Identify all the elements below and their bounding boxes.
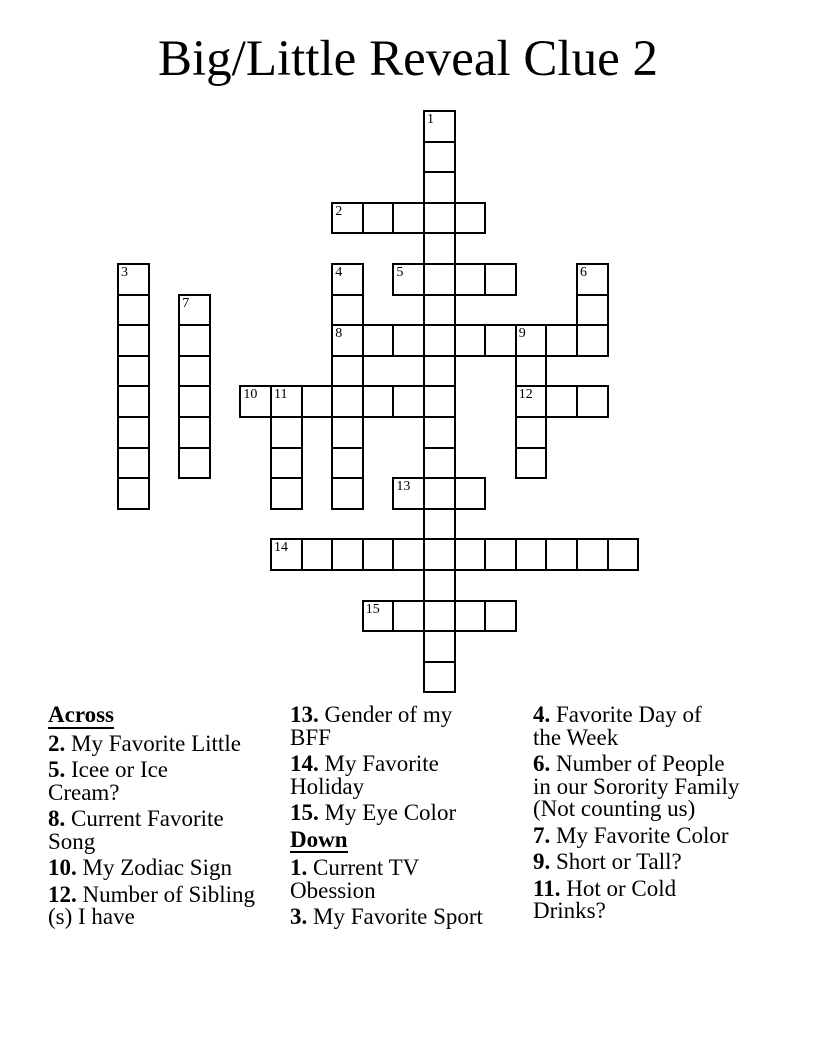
grid-cell: [117, 263, 150, 296]
grid-cell: [484, 538, 517, 571]
grid-cell: [545, 538, 578, 571]
clues-column-2: [290, 704, 528, 933]
across-heading: [48, 704, 286, 729]
grid-cell: [331, 202, 364, 235]
grid-cell: [423, 569, 456, 602]
grid-cell: [117, 385, 150, 418]
clue-text-line: Gender of my: [324, 702, 453, 727]
clue-number: 5.: [48, 757, 66, 782]
clue-across-8: [48, 808, 286, 853]
cell-number: 11: [274, 387, 288, 403]
grid-cell: [239, 385, 272, 418]
grid-cell: [576, 263, 609, 296]
grid-cell: [423, 630, 456, 663]
clue-number: 1.: [290, 855, 308, 880]
grid-cell: [331, 447, 364, 480]
grid-cell: [423, 538, 456, 571]
clue-text-line: the Week: [533, 724, 619, 750]
clue-down-7: [533, 822, 783, 848]
clue-number: 8.: [48, 806, 66, 831]
grid-cell: [331, 538, 364, 571]
cell-number: 1: [427, 112, 434, 127]
clue-down-4: [533, 704, 783, 749]
cell-number: 8: [335, 326, 343, 342]
grid-cell: [117, 355, 150, 388]
cell-number: 15: [365, 601, 380, 617]
grid-cell: [178, 416, 211, 449]
clue-number: 2.: [48, 730, 66, 756]
clue-text-line: Drinks?: [533, 898, 606, 923]
clue-across-15: [290, 802, 528, 825]
clue-number: 14.: [290, 751, 319, 776]
page-title: Big/Little Reveal Clue 2: [158, 31, 658, 87]
clue-down-6: [533, 753, 783, 821]
cell-number: 6: [580, 265, 587, 280]
grid-cell: [423, 600, 456, 633]
grid-cell: [515, 538, 548, 571]
clue-text-line: My Favorite Sport: [313, 904, 483, 929]
clue-text-line: Current TV: [313, 855, 420, 880]
clue-text-line: (Not counting us): [533, 796, 696, 821]
grid-cell: [484, 600, 517, 633]
cell-number: 13: [396, 479, 411, 495]
grid-cell: [117, 477, 150, 510]
clue-number: 12.: [48, 881, 77, 907]
clue-text-line: Icee or Ice: [71, 757, 169, 782]
cell-number: 14: [274, 540, 288, 556]
clues-column-1: [48, 704, 286, 933]
grid-cell: [270, 538, 303, 571]
grid-cell: [423, 294, 456, 327]
grid-cell: [484, 263, 517, 296]
clue-number: 6.: [533, 751, 551, 776]
grid-cell: [331, 355, 364, 388]
clue-text-line: My Zodiac Sign: [82, 855, 232, 880]
clue-text-line: Short or Tall?: [556, 849, 682, 874]
clue-text-line: My Favorite: [324, 751, 439, 776]
grid-cell: [423, 477, 456, 510]
clue-text-line: My Eye Color: [324, 800, 457, 825]
grid-cell: [270, 447, 303, 480]
cell-number: 9: [518, 326, 526, 342]
grid-cell: [423, 232, 456, 265]
grid-cell: [392, 477, 425, 510]
grid-cell: [423, 416, 456, 449]
clue-text-line: in our Sorority Family: [533, 773, 740, 799]
grid-cell: [178, 447, 211, 480]
grid-cell: [117, 324, 150, 357]
grid-cell: [392, 324, 425, 357]
cell-number: 5: [396, 265, 404, 280]
grid-cell: [423, 447, 456, 480]
grid-cell: [301, 538, 334, 571]
grid-cell: [392, 263, 425, 296]
grid-cell: [454, 202, 487, 235]
clue-across-13: [290, 704, 528, 749]
cell-number: 4: [335, 265, 343, 280]
grid-cell: [362, 385, 395, 418]
cell-number: 10: [243, 387, 258, 403]
clue-number: 15.: [290, 800, 319, 825]
grid-cell: [576, 538, 609, 571]
grid-cell: [301, 385, 334, 418]
grid-cell: [270, 385, 303, 418]
grid-cell: [484, 324, 517, 357]
clue-text-line: My Favorite Little: [71, 730, 241, 756]
across-heading-text: Across: [48, 702, 115, 727]
grid-cell: [362, 600, 395, 633]
clue-text-line: Current Favorite: [71, 806, 224, 831]
down-heading: [290, 826, 528, 854]
clue-across-12: [48, 881, 286, 929]
grid-cell: [331, 263, 364, 296]
clue-text-line: Cream?: [48, 779, 120, 805]
grid-cell: [423, 202, 456, 235]
clue-text-line: Number of People: [556, 751, 725, 776]
cell-number: 2: [335, 203, 343, 219]
grid-cell: [117, 416, 150, 449]
clue-number: 9.: [533, 849, 551, 874]
grid-cell: [117, 447, 150, 480]
grid-cell: [515, 355, 548, 388]
grid-cell: [454, 538, 487, 571]
clue-text-line: (s) I have: [48, 904, 135, 929]
clue-down-11: [533, 875, 783, 923]
clue-across-5: [48, 759, 286, 804]
grid-cell: [331, 385, 364, 418]
down-heading-text: Down: [290, 826, 348, 852]
grid-cell: [178, 324, 211, 357]
cell-number: 7: [182, 295, 190, 311]
clue-number: 11.: [533, 875, 561, 901]
grid-cell: [454, 324, 487, 357]
grid-cell: [117, 294, 150, 327]
grid-cell: [362, 324, 395, 357]
grid-cell: [270, 416, 303, 449]
clue-down-9: [533, 851, 783, 874]
grid-cell: [270, 477, 303, 510]
grid-cell: [423, 141, 456, 174]
grid-cell: [331, 294, 364, 327]
grid-cell: [331, 477, 364, 510]
grid-cell: [362, 538, 395, 571]
clue-across-14: [290, 753, 528, 798]
grid-cell: [515, 324, 548, 357]
grid-cell: [423, 385, 456, 418]
clue-text-line: Obession: [290, 877, 376, 903]
clues-column-3: [533, 704, 783, 927]
grid-cell: [454, 263, 487, 296]
grid-cell: [423, 661, 456, 694]
clue-down-3: [290, 906, 528, 929]
grid-cell: [331, 416, 364, 449]
grid-cell: [178, 355, 211, 388]
clue-number: 7.: [533, 822, 551, 848]
clue-number: 10.: [48, 855, 77, 880]
grid-cell: [392, 600, 425, 633]
clue-text-line: Song: [48, 828, 96, 854]
grid-cell: [515, 385, 548, 418]
grid-cell: [423, 110, 456, 143]
grid-cell: [545, 385, 578, 418]
grid-cell: [178, 385, 211, 418]
grid-cell: [607, 538, 640, 571]
grid-cell: [392, 202, 425, 235]
grid-cell: [454, 600, 487, 633]
grid-cell: [392, 538, 425, 571]
grid-cell: [423, 171, 456, 204]
grid-cell: [423, 324, 456, 357]
grid-cell: [423, 355, 456, 388]
clue-number: 13.: [290, 702, 319, 727]
clue-text-line: BFF: [290, 724, 331, 750]
clue-across-10: [48, 857, 286, 880]
clue-text-line: Favorite Day of: [556, 702, 702, 727]
grid-cell: [545, 324, 578, 357]
grid-cell: [576, 294, 609, 327]
clue-number: 4.: [533, 702, 551, 727]
grid-cell: [392, 385, 425, 418]
clue-text-line: Number of Sibling: [82, 881, 255, 907]
cell-number: 12: [518, 387, 533, 403]
clue-number: 3.: [290, 904, 308, 929]
clue-across-2: [48, 730, 286, 756]
grid-cell: [423, 508, 456, 541]
grid-cell: [362, 202, 395, 235]
grid-cell: [576, 324, 609, 357]
clue-text-line: My Favorite Color: [556, 822, 729, 848]
grid-cell: [576, 385, 609, 418]
cell-number: 3: [121, 265, 128, 280]
clue-down-1: [290, 857, 528, 902]
grid-cell: [178, 294, 211, 327]
grid-cell: [331, 324, 364, 357]
clue-text-line: Holiday: [290, 773, 365, 799]
grid-cell: [423, 263, 456, 296]
clue-text-line: Hot or Cold: [566, 875, 677, 901]
grid-cell: [515, 416, 548, 449]
grid-cell: [454, 477, 487, 510]
grid-cell: [515, 447, 548, 480]
